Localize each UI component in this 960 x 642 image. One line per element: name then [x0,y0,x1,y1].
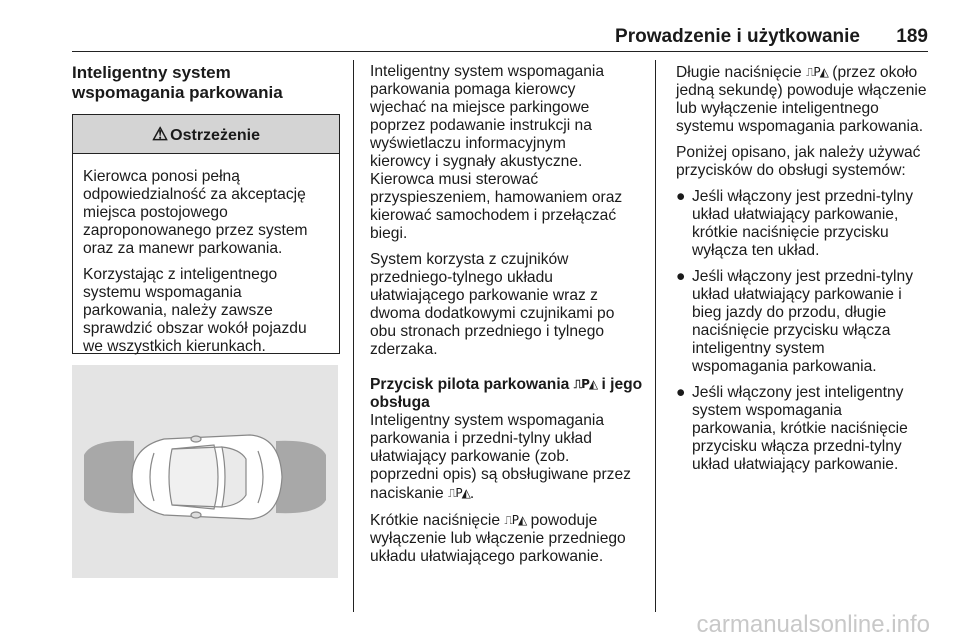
warning-triangle-icon: ⚠ [152,124,169,144]
column-2 [370,63,643,574]
warning-body [73,154,339,356]
warning-paragraph: Kierowca ponosi pełną odpowiedzialność za akceptację miejsca postojowego zaproponowanego przez system oraz za manewr parkowania. [83,168,308,257]
paragraph: Poniżej opisano, jak należy używać przycisków do obsługi systemów: [676,144,921,179]
paragraph: System korzysta z czujników przedniego-tylnego układu ułatwiającego parkowanie wraz z dwoma dodatkowymi czujnikami po obu stronach przedniego i tylnego zderzaka. [370,251,615,358]
paragraph: Inteligentny system wspomagania parkowania pomaga kierowcy wjechać na miejsce parkingowe poprzez podawanie instrukcji na wyświetlaczu informacyjnym kierowcy i sygnały akustyczne. Kierowca musi sterować przyspieszeniem, hamowaniem oraz kierować samochodem i przełączać biegi. [370,63,623,242]
running-header-title: Prowadzenie i użytkowanie [615,26,860,47]
sensor-zone-front-right [276,441,326,513]
warning-paragraph: Korzystając z inteligentnego systemu wspomagania parkowania, należy zawsze sprawdzić obszar wokół pojazdu we wszystkich kierunkach. [83,266,307,355]
warning-header [73,115,339,154]
warning-box [72,114,340,354]
bullet-icon: ● [676,384,686,401]
sensor-zone-front-left [84,441,134,513]
park-assist-button-icon: ⎍P◭ [448,486,470,500]
section-heading: Inteligentny system wspomagania parkowania [72,63,283,102]
park-assist-button-icon: ⎍P◭ [806,65,828,79]
park-assist-button-icon: ⎍P◭ [573,377,598,391]
column-divider [353,60,354,612]
column-1 [72,63,342,103]
warning-title: Ostrzeżenie [170,127,260,144]
paragraph: Inteligentny system wspomagania parkowania i przedni-tylny układ ułatwiający parkowanie (zob. poprzedni opis) są obsługiwane przez naciskanie ⎍P◭. [370,412,631,502]
sub-heading: Przycisk pilota parkowania ⎍P◭ i jego obsługa [370,376,643,411]
list-item: ● Jeśli włączony jest przedni-tylny układ ułatwiający parkowanie, krótkie naciśnięcie przycisku wyłącza ten układ. [676,188,913,259]
car-body [132,435,282,519]
column-divider [655,60,656,612]
watermark: carmanualsonline.info [696,611,930,638]
page-number: 189 [896,26,928,47]
bullet-icon: ● [676,268,686,285]
park-assist-button-icon: ⎍P◭ [504,513,527,527]
bullet-list [676,188,931,474]
paragraph: Krótkie naciśnięcie ⎍P◭ powoduje wyłączenie lub włączenie przedniego układu ułatwiającego parkowanie. [370,512,626,565]
list-item: ● Jeśli włączony jest inteligentny system wspomagania parkowania, krótkie naciśnięcie przycisku włącza przedni-tylny układ ułatwiający parkowanie. [676,384,908,473]
column-3 [676,63,931,482]
list-item: ● Jeśli włączony jest przedni-tylny układ ułatwiający parkowanie i bieg jazdy do przodu, długie naciśnięcie przycisku włącza inteligentny system wspomagania parkowania. [676,268,913,375]
bullet-icon: ● [676,188,686,205]
parking-sensor-figure [72,365,338,578]
header-rule [72,51,928,52]
paragraph: Długie naciśnięcie ⎍P◭ (przez około jedną sekundę) powoduje włączenie lub wyłączenie inteligentnego systemu wspomagania parkowania. [676,64,927,135]
car-top-view-illustration [72,365,338,578]
